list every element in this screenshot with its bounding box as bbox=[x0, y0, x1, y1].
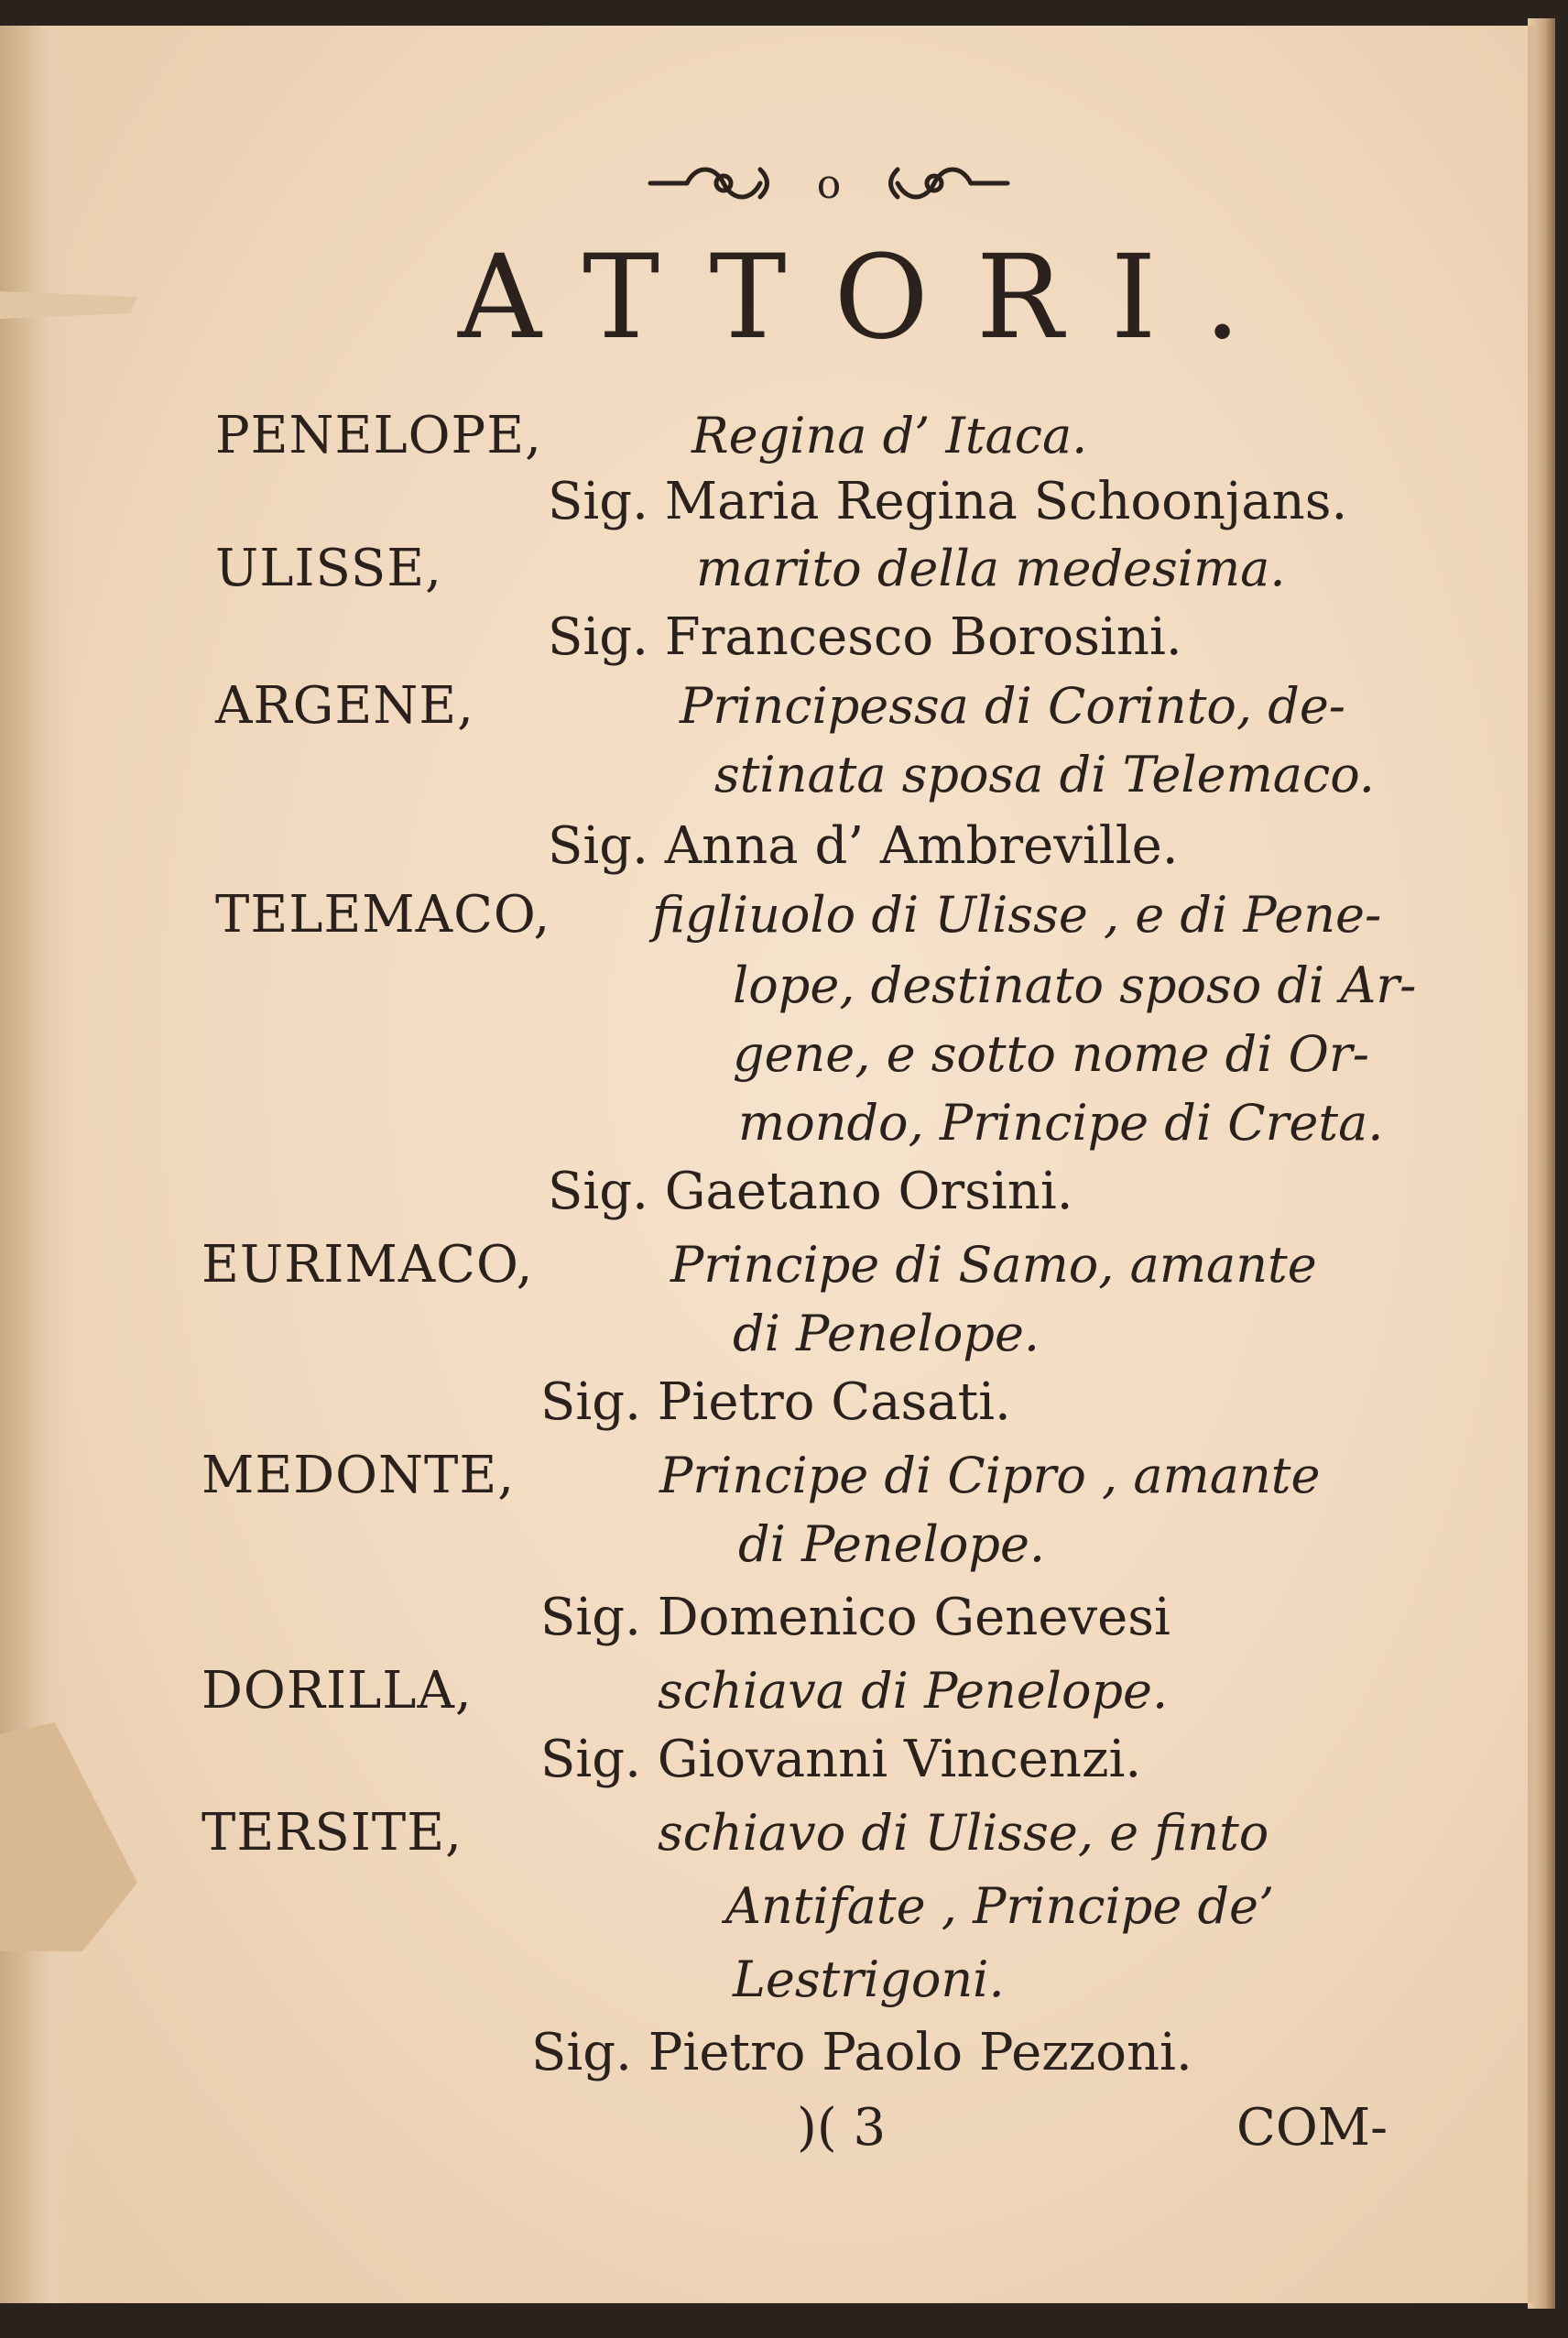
character-description: Principessa di Corinto, de- bbox=[680, 677, 1346, 735]
performer: Sig. Maria Regina Schoonjans. bbox=[548, 472, 1348, 531]
character-name: PENELOPE, bbox=[215, 406, 542, 465]
character-name: DORILLA, bbox=[201, 1661, 473, 1721]
performer: Sig. Anna d’ Ambreville. bbox=[548, 816, 1179, 876]
character-description: schiava di Penelope. bbox=[658, 1662, 1169, 1720]
character-name: TELEMACO, bbox=[215, 885, 551, 945]
character-description: mondo, Principe di Creta. bbox=[738, 1094, 1384, 1152]
character-description: schiavo di Ulisse, e finto bbox=[658, 1804, 1269, 1862]
character-name: ARGENE, bbox=[215, 676, 474, 736]
character-description: Lestrigoni. bbox=[733, 1950, 1005, 2008]
signature-mark: )( 3 bbox=[797, 2098, 887, 2158]
character-description: marito della medesima. bbox=[696, 540, 1286, 597]
character-description: gene, e sotto nome di Or- bbox=[733, 1025, 1369, 1083]
character-description: Regina d’ Itaca. bbox=[691, 407, 1088, 464]
character-name: ULISSE, bbox=[215, 539, 442, 598]
performer: Sig. Pietro Paolo Pezzoni. bbox=[531, 2023, 1192, 2082]
character-name: TERSITE, bbox=[201, 1803, 463, 1863]
performer: Sig. Domenico Genevesi bbox=[540, 1588, 1171, 1647]
character-description: di Penelope. bbox=[738, 1515, 1046, 1573]
character-name: EURIMACO, bbox=[201, 1235, 534, 1295]
character-description: Antifate , Principe de’ bbox=[725, 1877, 1275, 1935]
ornament-center: o bbox=[816, 161, 842, 208]
performer: Sig. Gaetano Orsini. bbox=[548, 1162, 1073, 1221]
page-title: ATTORI. bbox=[458, 230, 1289, 365]
character-description: Principe di Cipro , amante bbox=[659, 1447, 1321, 1504]
performer: Sig. Giovanni Vincenzi. bbox=[540, 1730, 1142, 1789]
character-description: lope, destinato sposo di Ar- bbox=[733, 956, 1417, 1014]
character-description: di Penelope. bbox=[733, 1305, 1040, 1362]
character-description: Principe di Samo, amante bbox=[670, 1236, 1317, 1294]
performer: Sig. Pietro Casati. bbox=[540, 1372, 1011, 1432]
catchword: COM- bbox=[1236, 2098, 1388, 2158]
performer: Sig. Francesco Borosini. bbox=[548, 607, 1182, 667]
character-description: figliuolo di Ulisse , e di Pene- bbox=[652, 886, 1382, 944]
character-name: MEDONTE, bbox=[201, 1446, 516, 1505]
binding-fragment bbox=[9, 1814, 46, 1924]
character-description: stinata sposa di Telemaco. bbox=[714, 746, 1375, 803]
